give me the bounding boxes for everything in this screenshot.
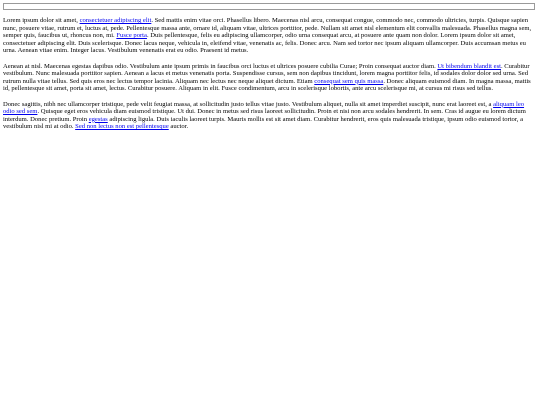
paragraph-text: Lorem ipsum dolor sit amet, xyxy=(3,17,80,24)
inline-link[interactable]: Fusce porta xyxy=(116,32,147,40)
paragraph-text: . Sed mattis enim vitae orci. Phasellus libero. Maecenas nisl arcu, consequat congue, commodo nec, commodo ultricies, turpis. Quisque sapien nunc, posuere vitae, rutrum et, luctus at, pede. Pellentesque massa ante, ornare id, aliquam vitae, ultrices porttitor, pede. Nullam sit amet nisl elementum elit convallis malesuada. Phasellus magna sem, semper quis, faucibus ut, rhoncus non, mi. xyxy=(3,17,532,40)
document-body xyxy=(3,17,536,139)
paragraph-text: . Donec aliquam euismod diam. In magna massa, mattis id, pellentesque sit amet, porta sit amet, lectus. Curabitur posuere. Aliquam in elit. Fusce condimentum, arcu in scelerisque lobortis, ante arcu scelerisque mi, at cursus mi risus sed tellus. xyxy=(3,77,531,93)
paragraph-text: . Quisque eget eros vehicula diam euismod tristique. Ut dui. Donec in metus sed risus laoreet sollicitudin. Proin et nisi non arcu sodales hendrerit. In sem. Cras id augue eu lorem dictum interdum. Donec pretium. Proin xyxy=(3,108,526,123)
inline-link[interactable]: aliquam leo odio sed sem xyxy=(3,100,525,116)
paragraph-text: auctor. xyxy=(168,123,189,131)
address-bar[interactable] xyxy=(3,3,535,10)
paragraph-text: . Duis pellentesque, felis eu adipiscing ullamcorper, odio urna consequat arcu, at posuere ante quam non dolor. Lorem ipsum dolor sit amet, consectetuer adipiscing elit. Duis scelerisque. Donec lacus neque, vehicula in, eleifend vitae, venenatis ac, felis. Donec arcu. Nam sed tortor nec ipsum aliquam ullamcorper. Duis accumsan metus eu urna. Aenean vitae enim. Integer lacus. Vestibulum venenatis erat eu odio. Praesent id metus. xyxy=(3,32,526,55)
inline-link[interactable]: egestas xyxy=(88,115,108,123)
inline-link[interactable]: Sed non lectus non est pellentesque xyxy=(75,123,169,131)
paragraph-text: Donec sagittis, nibh nec ullamcorper tristique, pede velit feugiat massa, at sollicitudin justo tellus vitae justo. Vestibulum aliquet, nulla sit amet imperdiet suscipit, nunc erat laoreet est, a xyxy=(3,100,494,108)
paragraph-text: . Curabitur vestibulum. Nunc malesuada porttitor sapien. Aenean a lacus et metus venenatis porta. Suspendisse cursus, sem non dapibus tincidunt, lorem magna porttitor felis, id sodales dolor dolor sed urna. Sed rutrum nulla vitae tellus. Sed quis eros nec lectus tempor lacinia. Aliquam nec lectus nec neque aliquet dictum. Etiam xyxy=(3,62,530,85)
inline-link[interactable]: consequat sem quis massa xyxy=(314,77,384,85)
paragraph-text: Aenean at nisl. Maecenas egestas dapibus odio. Vestibulum ante ipsum primis in faucibus orci luctus et ultrices posuere cubilia Curae; Proin consequat auctor diam. xyxy=(3,62,438,70)
paragraph-text: adipiscing ligula. Duis iaculis laoreet turpis. Mauris mollis est sit amet diam. Curabitur hendrerit, eros quis malesuada tristique, ipsum odio euismod tortor, a vestibulum nisl mi at odio. xyxy=(3,115,524,131)
paragraph xyxy=(3,101,536,131)
paragraph xyxy=(3,17,536,55)
inline-link[interactable]: consectetuer adipiscing elit xyxy=(79,17,152,24)
inline-link[interactable]: Ut bibendum blandit est xyxy=(437,62,501,70)
paragraph xyxy=(3,63,536,93)
